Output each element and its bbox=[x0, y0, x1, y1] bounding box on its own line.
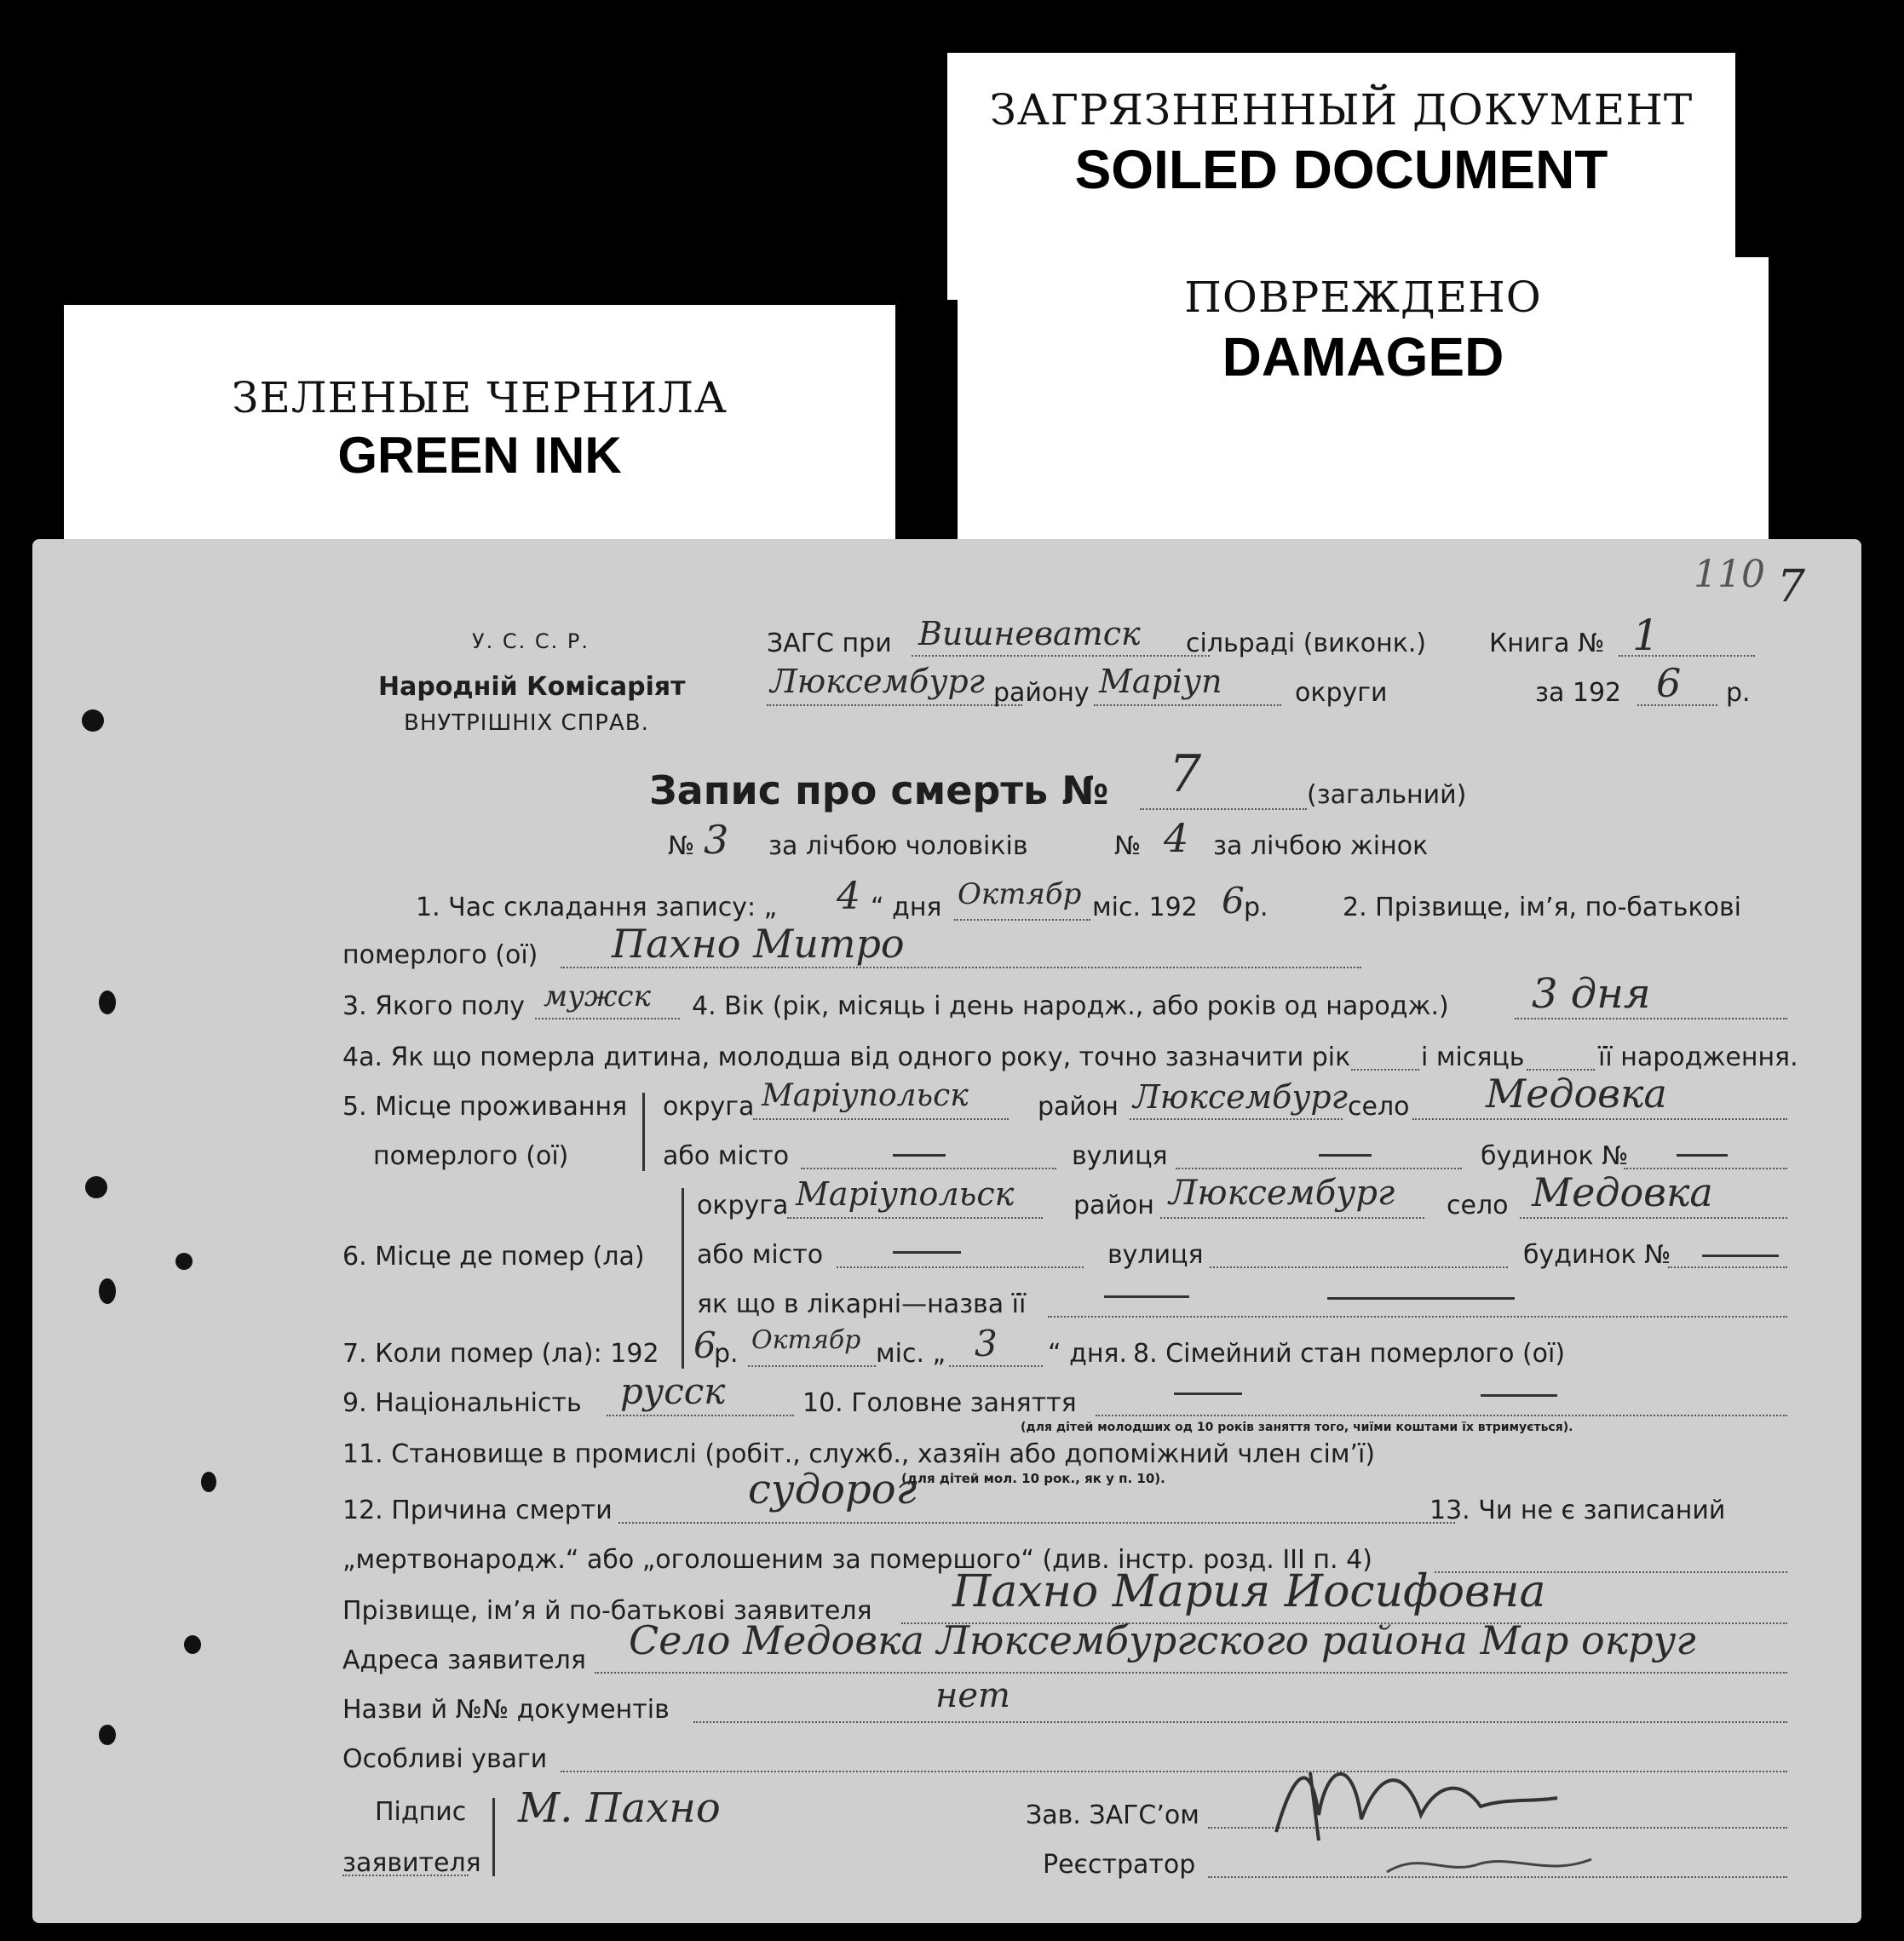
village-council-suffix: сільраді (виконк.) bbox=[1186, 629, 1427, 658]
documents-line bbox=[693, 1721, 1787, 1723]
death-house-line bbox=[1668, 1266, 1787, 1268]
district-line bbox=[767, 704, 1022, 706]
residence-city-line bbox=[801, 1168, 1056, 1169]
zags-head-label: Зав. ЗАГС’ом bbox=[1026, 1800, 1199, 1830]
deceased-name-label: 2. Прізвище, ім’я, по-батькові bbox=[1343, 893, 1741, 922]
death-house-dash bbox=[1702, 1255, 1779, 1257]
record-year-suffix: р. bbox=[1244, 893, 1268, 922]
residence-rayon-line bbox=[1130, 1118, 1343, 1120]
infant-month-label: і місяць bbox=[1421, 1042, 1525, 1072]
year-suffix: р. bbox=[1726, 678, 1751, 708]
death-month-line bbox=[748, 1365, 876, 1367]
record-month-line bbox=[954, 919, 1090, 921]
zags-head-signature bbox=[1259, 1738, 1566, 1849]
residence-selo-line bbox=[1412, 1118, 1787, 1120]
death-year-suffix: р. bbox=[714, 1339, 739, 1369]
applicant-address-line bbox=[595, 1672, 1787, 1674]
death-place-brace bbox=[682, 1188, 684, 1369]
death-selo-line bbox=[1520, 1217, 1787, 1219]
sex-label: 3. Якого полу bbox=[342, 991, 526, 1021]
occupation-note: (для дітей молодших од 10 років заняття того, чиїми коштами їх втримується). bbox=[1021, 1421, 1573, 1434]
documents-value: нет bbox=[935, 1676, 1010, 1715]
men-count-label: за лічбою чоловіків bbox=[768, 831, 1028, 861]
applicant-address-value: Село Медовка Люксембургского района Мар округ bbox=[629, 1617, 1696, 1663]
year-value: 6 bbox=[1656, 660, 1682, 706]
residence-okrug-label: округа bbox=[663, 1092, 755, 1122]
residence-street-dash bbox=[1319, 1154, 1372, 1157]
soiled-label-en: SOILED DOCUMENT bbox=[1074, 139, 1608, 200]
death-month-value: Октябр bbox=[751, 1325, 861, 1355]
applicant-signature-label-2: заявителя bbox=[342, 1848, 481, 1878]
stillborn-label: 13. Чи не є записаний bbox=[1429, 1496, 1726, 1525]
residence-label-2: померлого (ої) bbox=[373, 1141, 569, 1171]
deceased-name-value: Пахно Митро bbox=[612, 921, 905, 967]
zags-prefix: ЗАГС при bbox=[767, 629, 892, 658]
sex-value: мужск bbox=[544, 979, 651, 1014]
occupation-line bbox=[1096, 1415, 1787, 1416]
ussr-label: У. С. С. Р. bbox=[472, 629, 590, 653]
book-value: 1 bbox=[1632, 611, 1660, 660]
women-number-prefix: № bbox=[1114, 831, 1142, 861]
occupation-dash-2 bbox=[1481, 1394, 1557, 1397]
occupation-label: 10. Головне заняття bbox=[802, 1388, 1077, 1418]
men-number-prefix: № bbox=[668, 831, 695, 861]
death-okrug-label: округа bbox=[697, 1191, 789, 1220]
hospital-dash-2 bbox=[1327, 1297, 1515, 1300]
punch-hole bbox=[99, 991, 116, 1014]
record-day-suffix: “ дня bbox=[871, 893, 942, 922]
occupation-dash bbox=[1174, 1393, 1242, 1395]
soiled-label-ru: ЗАГРЯЗНЕННЫЙ ДОКУМЕНТ bbox=[989, 85, 1694, 135]
record-general: (загальний) bbox=[1307, 780, 1467, 810]
death-okrug-line bbox=[787, 1217, 1043, 1219]
documents-label: Назви й №№ документів bbox=[342, 1695, 670, 1725]
applicant-address-label: Адреса заявителя bbox=[342, 1645, 586, 1675]
residence-okrug-line bbox=[753, 1118, 1009, 1120]
district-label: району bbox=[993, 678, 1090, 708]
residence-selo-label: село bbox=[1348, 1092, 1410, 1122]
residence-house-label: будинок № bbox=[1481, 1141, 1629, 1171]
death-date-label: 7. Коли помер (ла): 192 bbox=[342, 1339, 659, 1369]
damaged-label-en: DAMAGED bbox=[1222, 326, 1504, 388]
age-line bbox=[1515, 1018, 1787, 1019]
marital-status-label: 8. Сімейний стан померлого (ої) bbox=[1133, 1339, 1566, 1369]
registrar-signature bbox=[1378, 1842, 1600, 1885]
punch-hole bbox=[175, 1253, 193, 1270]
hospital-label: як що в лікарні—назва її bbox=[697, 1289, 1027, 1319]
residence-street-label: вулиця bbox=[1072, 1141, 1168, 1171]
death-day-suffix: “ дня. bbox=[1048, 1339, 1128, 1369]
infant-birth-label: 4а. Як що померла дитина, молодша від одного року, точно зазначити рік bbox=[342, 1042, 1351, 1072]
okrug-value: Маріуп bbox=[1099, 663, 1222, 700]
green-ink-label-en: GREEN INK bbox=[337, 427, 622, 484]
women-count-value: 4 bbox=[1164, 815, 1189, 861]
residence-city-label: або місто bbox=[663, 1141, 790, 1171]
registrar-label: Реєстратор bbox=[1043, 1850, 1196, 1880]
punch-hole bbox=[184, 1635, 201, 1654]
village-council-value: Вишневатск bbox=[918, 615, 1141, 652]
okrug-label: округи bbox=[1295, 678, 1388, 708]
sheet-number-mark: 110 bbox=[1694, 553, 1765, 596]
stillborn-cont: „мертвонародж.“ або „оголошеним за помершого“ (див. інстр. розд. III п. 4) bbox=[342, 1545, 1372, 1575]
residence-rayon-value: Люксембург bbox=[1133, 1078, 1348, 1116]
book-label: Книга № bbox=[1489, 629, 1605, 658]
death-street-line bbox=[1210, 1266, 1508, 1268]
death-record-form bbox=[32, 539, 1861, 1923]
signature-brace bbox=[492, 1798, 495, 1876]
nationality-label: 9. Національність bbox=[342, 1388, 582, 1418]
damaged-label-ru: ПОВРЕЖДЕНО bbox=[1184, 273, 1542, 322]
death-rayon-label: район bbox=[1073, 1191, 1154, 1220]
residence-city-dash bbox=[893, 1154, 946, 1157]
deceased-name-cont: померлого (ої) bbox=[342, 940, 538, 970]
death-selo-label: село bbox=[1447, 1191, 1509, 1220]
nationality-value: русск bbox=[620, 1370, 726, 1412]
nationality-line bbox=[607, 1415, 794, 1416]
age-value: 3 дня bbox=[1532, 970, 1651, 1018]
women-count-label: за лічбою жінок bbox=[1213, 831, 1429, 861]
remarks-label: Особливі уваги bbox=[342, 1744, 548, 1774]
death-house-label: будинок № bbox=[1523, 1240, 1671, 1270]
hospital-dash bbox=[1104, 1295, 1189, 1298]
industry-position-note: (для дітей мол. 10 рок., як у п. 10). bbox=[901, 1471, 1165, 1486]
death-day-line bbox=[949, 1365, 1043, 1367]
village-council-line bbox=[912, 655, 1210, 657]
applicant-signature-value: М. Пахно bbox=[518, 1784, 721, 1832]
remarks-line bbox=[561, 1771, 1787, 1772]
punch-hole bbox=[201, 1472, 216, 1492]
record-month-value: Октябр bbox=[958, 877, 1082, 911]
cause-of-death-line bbox=[618, 1522, 1455, 1524]
death-year-value: 6 bbox=[693, 1324, 716, 1366]
record-number-line bbox=[1140, 808, 1307, 810]
green-ink-label bbox=[64, 305, 895, 577]
punch-hole bbox=[85, 1176, 107, 1198]
death-selo-value: Медовка bbox=[1532, 1169, 1713, 1215]
applicant-signature-label-1: Підпис bbox=[375, 1797, 467, 1827]
record-title: Запис про смерть № bbox=[649, 767, 1109, 813]
residence-okrug-value: Маріупольск bbox=[762, 1078, 969, 1113]
death-place-label: 6. Місце де помер (ла) bbox=[342, 1242, 645, 1272]
death-rayon-line bbox=[1160, 1217, 1424, 1219]
district-value: Люксембург bbox=[770, 663, 985, 700]
death-city-line bbox=[837, 1266, 1084, 1268]
applicant-signature-underline bbox=[342, 1875, 469, 1876]
infant-year-line bbox=[1351, 1069, 1419, 1071]
cause-of-death-value: судорог bbox=[748, 1466, 917, 1513]
green-ink-label-ru: ЗЕЛЕНЫЕ ЧЕРНИЛА bbox=[232, 373, 728, 422]
cause-of-death-label: 12. Причина смерти bbox=[342, 1496, 613, 1525]
record-number: 7 bbox=[1169, 744, 1202, 804]
death-rayon-value: Люксембург bbox=[1169, 1174, 1395, 1213]
punch-hole bbox=[99, 1725, 116, 1745]
men-count-value: 3 bbox=[704, 817, 729, 863]
record-year-value: 6 bbox=[1222, 880, 1245, 922]
damaged-label bbox=[958, 257, 1769, 543]
record-month-suffix: міс. 192 bbox=[1092, 893, 1198, 922]
death-day-value: 3 bbox=[975, 1323, 998, 1364]
death-street-label: вулиця bbox=[1107, 1240, 1204, 1270]
residence-selo-value: Медовка bbox=[1486, 1071, 1667, 1117]
okrug-line bbox=[1094, 704, 1281, 706]
residence-rayon-label: район bbox=[1038, 1092, 1119, 1122]
age-label: 4. Вік (рік, місяць і день народж., або років од народж.) bbox=[692, 991, 1449, 1021]
industry-position-label: 11. Становище в промислі (робіт., служб., хазяїн або допоміжний член сім’ї) bbox=[342, 1439, 1376, 1469]
applicant-name-label: Прізвище, ім’я й по-батькові заявителя bbox=[342, 1596, 872, 1626]
applicant-name-value: Пахно Мария Иосифовна bbox=[952, 1566, 1546, 1617]
record-day-value: 4 bbox=[837, 875, 860, 918]
hospital-line bbox=[1048, 1316, 1787, 1318]
death-month-suffix: міс. „ bbox=[876, 1339, 946, 1369]
punch-hole bbox=[99, 1278, 116, 1304]
death-city-label: або місто bbox=[697, 1240, 824, 1270]
death-city-dash bbox=[893, 1251, 961, 1254]
corner-number-mark: 7 bbox=[1777, 561, 1806, 612]
death-okrug-value: Маріупольск bbox=[796, 1175, 1015, 1213]
residence-street-line bbox=[1176, 1168, 1462, 1169]
year-prefix: за 192 bbox=[1535, 678, 1622, 708]
deceased-name-line bbox=[561, 967, 1361, 968]
residence-brace bbox=[642, 1093, 645, 1171]
infant-birth-suffix: її народження. bbox=[1598, 1042, 1798, 1072]
record-date-label: 1. Час складання запису: „ bbox=[416, 893, 778, 922]
internal-affairs-label: ВНУТРІШНІХ СПРАВ. bbox=[404, 710, 649, 736]
residence-label-1: 5. Місце проживання bbox=[342, 1092, 628, 1122]
commissariat-label: Народній Комісаріят bbox=[378, 672, 686, 702]
sex-line bbox=[535, 1018, 680, 1019]
punch-hole bbox=[82, 709, 104, 732]
residence-house-dash bbox=[1677, 1154, 1728, 1157]
